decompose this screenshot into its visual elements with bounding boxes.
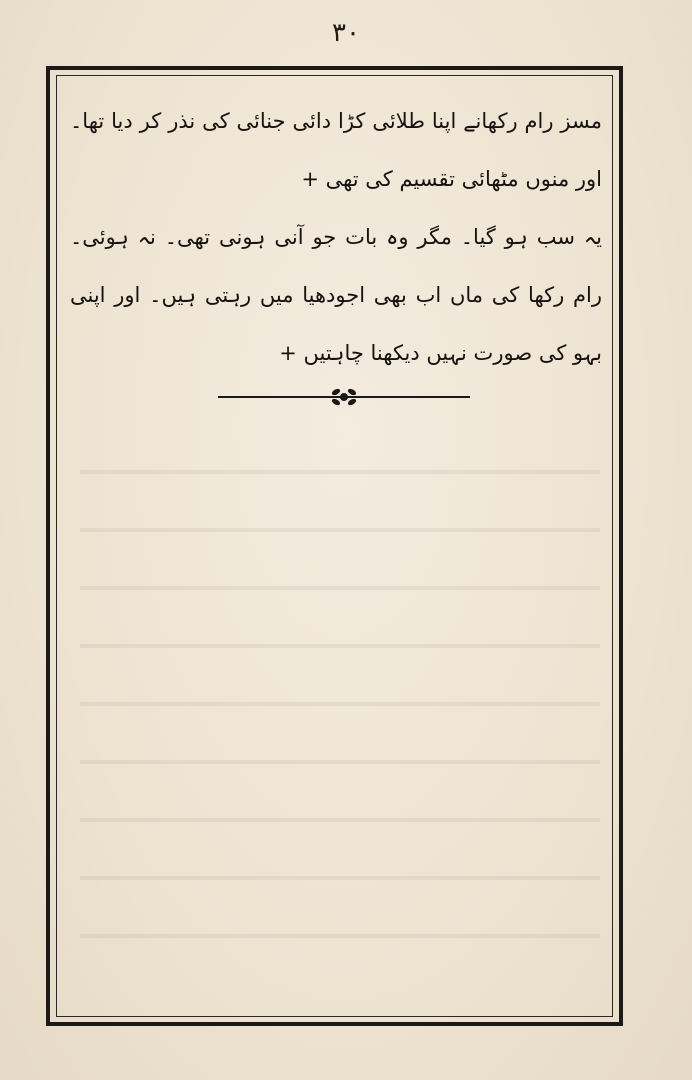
section-divider [218,386,470,408]
divider-rule-left [218,396,326,398]
paragraph-1: مسز رام رکھانے اپنا طلائی کڑا دائی جنائی کی نذر کر دیا تھا۔ اور منوں مٹھائی تقسیم کی تھی + [70,109,602,191]
fleuron-icon [326,386,362,408]
paragraph-2: یہ سب ہو گیا۔ مگر وہ بات جو آنی ہونی تھی۔ نہ ہوئی۔ رام رکھا کی ماں اب بھی اجودھیا میں رہتی ہیں۔ اور اپنی بہو کی صورت نہیں دیکھنا چاہتیں + [70,225,602,365]
page-number: ۳۰ [332,18,360,48]
body-text [70,92,602,382]
show-through-texture [80,430,600,990]
divider-rule-right [362,396,470,398]
